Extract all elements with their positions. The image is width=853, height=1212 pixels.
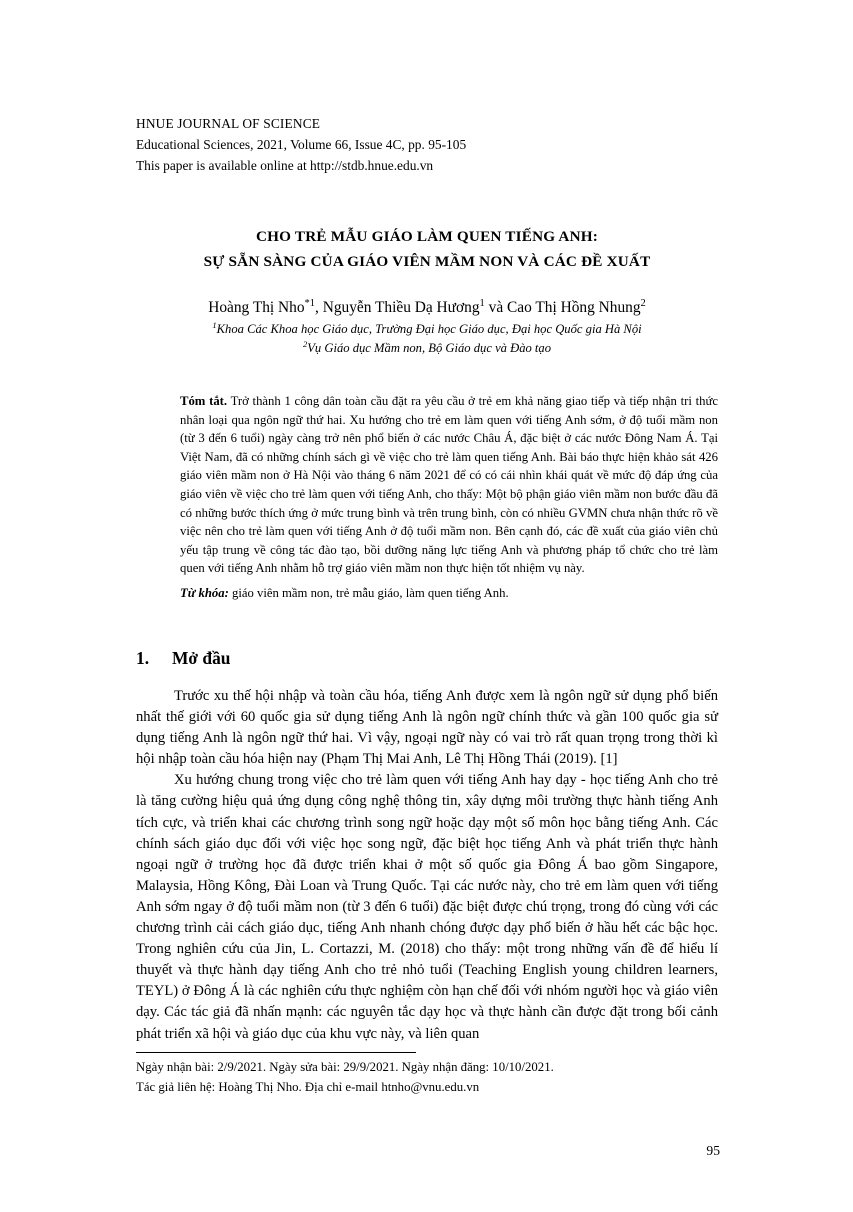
article-title: [136, 224, 718, 274]
keywords-values: giáo viên mầm non, trẻ mẫu giáo, làm quen tiếng Anh.: [228, 585, 509, 600]
keywords-label: Từ khóa:: [180, 585, 229, 600]
abstract-section: [180, 392, 718, 603]
affiliation-1-text: Khoa Các Khoa học Giáo dục, Trường Đại học Giáo dục, Đại học Quốc gia Hà Nội: [216, 322, 642, 336]
footnote-separator: [136, 1052, 416, 1053]
author-1-marker: *1: [304, 297, 316, 309]
author-name-3: và Cao Thị Hồng Nhung: [484, 299, 641, 316]
author-names: [136, 296, 718, 320]
section-number: 1.: [136, 648, 150, 668]
journal-header: [136, 114, 736, 176]
abstract-label: Tóm tắt.: [180, 394, 228, 408]
affiliation-2-text: Vụ Giáo dục Mầm non, Bộ Giáo dục và Đào tạo: [307, 341, 552, 355]
author-name-2: , Nguyễn Thiều Dạ Hương: [315, 299, 480, 316]
affiliation-1-marker: 1: [212, 319, 217, 330]
affiliation-2: [136, 339, 718, 358]
author-3-marker: 2: [640, 297, 646, 309]
author-2-marker: 1: [479, 297, 485, 309]
abstract-body: Trở thành 1 công dân toàn cầu đặt ra yêu cầu ở trẻ em khả năng giao tiếp và tiếp nhận tri thức nhân loại qua ngôn ngữ thứ hai. Xu hướng cho trẻ em làm quen với tiếng Anh sớm, ở độ tuổi mầm non (từ 3 đến 6 tuổi) ngày càng trở nên phổ biến ở các nước Châu Á, đặc biệt ở các nước Đông Nam Á. Tại Việt Nam, đã có những chính sách gì về việc cho trẻ làm quen tiếng Anh. Bài báo thực hiện khảo sát 426 giáo viên mầm non ở Hà Nội vào tháng 6 năm 2021 để có có cái nhìn khái quát về mức độ đáp ứng của giáo viên về việc cho trẻ làm quen với tiếng Anh, cho thấy: Một bộ phận giáo viên mầm non bước đầu đã có những bước thích ứng ở mức trung bình và trên trung bình, còn có nhiều GVMN chưa nhận thức rõ về việc nên cho trẻ làm quen với tiếng Anh ở độ tuổi mầm non. Bên cạnh đó, các đề xuất của giáo viên chủ yếu tập trung về công tác đào tạo, bồi dưỡng năng lực tiếng Anh và phương pháp tổ chức cho trẻ làm quen với tiếng Anh nhằm hỗ trợ giáo viên mầm non thực hiện tốt nhiệm vụ này.: [180, 394, 718, 576]
body-paragraph-1: Trước xu thế hội nhập và toàn cầu hóa, tiếng Anh được xem là ngôn ngữ sử dụng phổ biến nhất thế giới với 60 quốc gia sử dụng tiếng Anh là ngôn ngữ chính thức và gần 100 quốc gia sử dụng tiếng Anh là ngôn ngữ thứ hai. Vì vậy, ngoại ngữ này có vai trò rất quan trọng trong thời kì hội nhập toàn cầu hóa hiện nay (Phạm Thị Mai Anh, Lê Thị Hồng Thái (2019). [1]: [136, 688, 718, 768]
footnote-block: [136, 1058, 736, 1097]
author-name-1: Hoàng Thị Nho: [208, 299, 305, 316]
section-heading-1: [136, 648, 230, 669]
authors-section: [136, 296, 718, 358]
article-title-line-2: SỰ SẴN SÀNG CỦA GIÁO VIÊN MẦM NON VÀ CÁC ĐỀ XUẤT: [203, 253, 651, 270]
keywords-line: [180, 584, 718, 603]
journal-online-availability: This paper is available online at http://stdb.hnue.edu.vn: [136, 158, 434, 173]
abstract-paragraph: [180, 392, 718, 578]
journal-name: HNUE JOURNAL OF SCIENCE: [136, 116, 321, 131]
journal-issue-info: Educational Sciences, 2021, Volume 66, Issue 4C, pp. 95-105: [136, 137, 467, 152]
article-title-line-1: CHO TRẺ MẪU GIÁO LÀM QUEN TIẾNG ANH:: [255, 228, 599, 245]
footnote-dates: Ngày nhận bài: 2/9/2021. Ngày sửa bài: 29/9/2021. Ngày nhận đăng: 10/10/2021.: [136, 1060, 554, 1074]
affiliation-2-marker: 2: [302, 338, 308, 349]
body-content: [136, 686, 718, 1045]
page-number: 95: [706, 1143, 720, 1158]
affiliation-1: [136, 320, 718, 339]
body-paragraph-2: Xu hướng chung trong việc cho trẻ làm quen với tiếng Anh hay dạy - học tiếng Anh cho trẻ là tăng cường hiệu quả ứng dụng công nghệ thông tin, xây dựng môi trường thực hành tiếng Anh tích cực, và triển khai các chương trình song ngữ hoặc dạy một số môn học bằng tiếng Anh. Các chính sách giáo dục đối với việc học song ngữ, đặc biệt học tiếng Anh và phát triển thực hành ngoại ngữ ở trường học đã được triển khai ở một số quốc gia Đông Á bao gồm Singapore, Malaysia, Hồng Kông, Đài Loan và Trung Quốc. Tại các nước này, cho trẻ em làm quen với tiếng Anh sớm ngay ở độ tuổi mầm non (từ 3 đến 6 tuổi) đặc biệt được chú trọng, trong đó cùng với các chương trình cải cách giáo dục, tiếng Anh nhanh chóng được dạy phổ biến ở hầu hết các bậc học. Trong nghiên cứu của Jin, L. Cortazzi, M. (2018) cho thấy: một trong những vấn đề để hiểu lí thuyết và thực hành dạy tiếng Anh cho trẻ nhỏ tuổi (Teaching English young children learners, TEYL) ở Đông Á là các nghiên cứu thực nghiệm còn hạn chế đối với nhóm người học và giáo viên dạy. Các tác giả đã nhấn mạnh: các nguyên tắc dạy học và thực hành cần được đặt trong bối cảnh phát triển xã hội và giáo dục của khu vực này, và liên quan: [136, 772, 718, 1042]
footnote-corresponding-author: Tác giả liên hệ: Hoàng Thị Nho. Địa chỉ e-mail htnho@vnu.edu.vn: [136, 1079, 480, 1094]
section-title: Mở đầu: [172, 648, 231, 668]
